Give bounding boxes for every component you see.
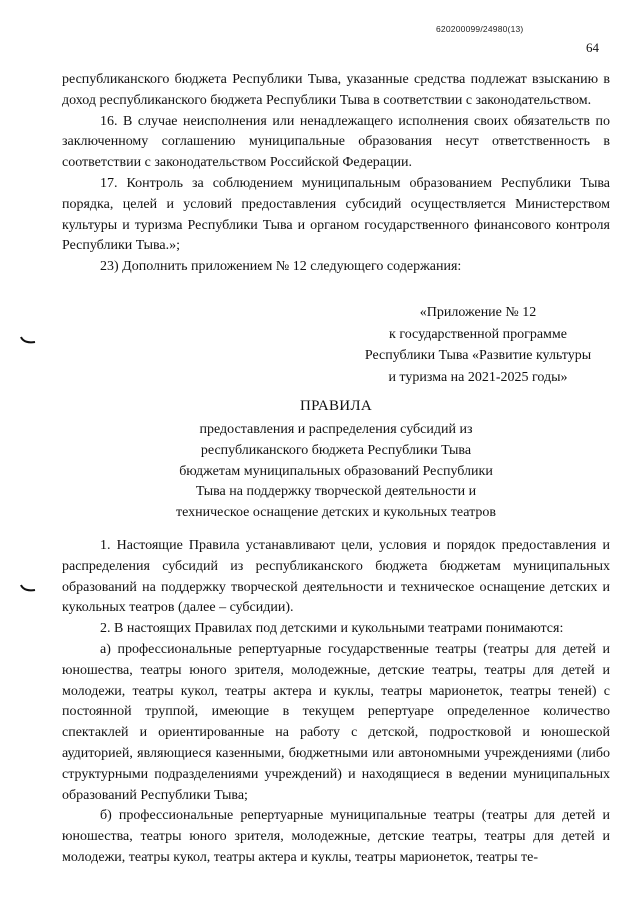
- page-number: 64: [586, 40, 599, 55]
- subtitle-line: предоставления и распределения субсидий из: [199, 422, 473, 437]
- paragraph-item-23: 23) Дополнить приложением № 12 следующего содержания:: [100, 259, 462, 275]
- appendix-header: [344, 302, 612, 388]
- binding-mark-icon: [20, 584, 36, 592]
- paragraph-item-16: 16. В случае неисполнения или ненадлежащего исполнения своих обязательств по заключенному соглашению муниципальные образования несут ответственность в соответствии с законодательством Российской Федерации.: [62, 113, 610, 171]
- paragraph: республиканского бюджета Республики Тыва, указанные средства подлежат взысканию в доход республиканского бюджета Республики Тыва в соответствии с законодательством.: [62, 72, 610, 108]
- text-block-top: [62, 70, 610, 278]
- appendix-line: «Приложение № 12: [419, 305, 537, 320]
- appendix-line: и туризма на 2021-2025 годы»: [388, 369, 568, 385]
- subtitle-line: Тыва на поддержку творческой деятельности и: [195, 484, 477, 500]
- text-block-bottom: [62, 536, 610, 869]
- subtitle-line: техническое оснащение детских и кукольных театров: [175, 505, 497, 521]
- appendix-line: Республики Тыва «Развитие культуры: [364, 348, 592, 363]
- rules-subtitle: [62, 420, 610, 524]
- paragraph-item-b: б) профессиональные репертуарные муниципальные театры (театры для детей и юношества, театры юного зрителя, молодежные, детские театры, театры для детей и молодежи, театры кукол, театры актера и куклы, театры марионеток, театры те-: [62, 808, 610, 865]
- appendix-line: к государственной программе: [389, 326, 567, 342]
- subtitle-line: республиканского бюджета Республики Тыва: [200, 442, 472, 458]
- subtitle-line: бюджетам муниципальных образований Республики: [179, 463, 493, 479]
- paragraph-item-2: 2. В настоящих Правилах под детскими и кукольными театрами понимаются:: [100, 621, 564, 637]
- paragraph-item-17: 17. Контроль за соблюдением муниципальным образованием Республики Тыва порядка, целей и условий предоставления субсидий осуществляется Министерством культуры и туризма Республики Тыва и органом государственного финансового контроля Республики Тыва.»;: [62, 175, 610, 254]
- paragraph-item-1: 1. Настоящие Правила устанавливают цели, условия и порядок предоставления и распределения субсидий из республиканского бюджета бюджетам муниципальных образований на поддержку творческой деятельности и техническое оснащение детских и кукольных театров (далее – субсидии).: [62, 538, 610, 616]
- paragraph-item-a: а) профессиональные репертуарные государственные театры (театры для детей и юношества, театры юного зрителя, молодежные, детские театры, театры для детей и молодежи, театры кукол, театры актера и куклы, театры марионеток, театры теней) с постоянной труппой, имеющие в текущем репертуаре определенное количество спектаклей и ориентированные на работу с детской, подростковой и юношеской аудиторией, являющиеся казенными, бюджетными или автономными учреждениями (либо структурными подразделениями учреждений) и находящиеся в ведении муниципальных образований Республики Тыва;: [62, 641, 610, 803]
- document-id: 620200099/24980(13): [436, 24, 524, 34]
- binding-mark-icon: [20, 336, 36, 344]
- rules-title: ПРАВИЛА: [299, 398, 373, 414]
